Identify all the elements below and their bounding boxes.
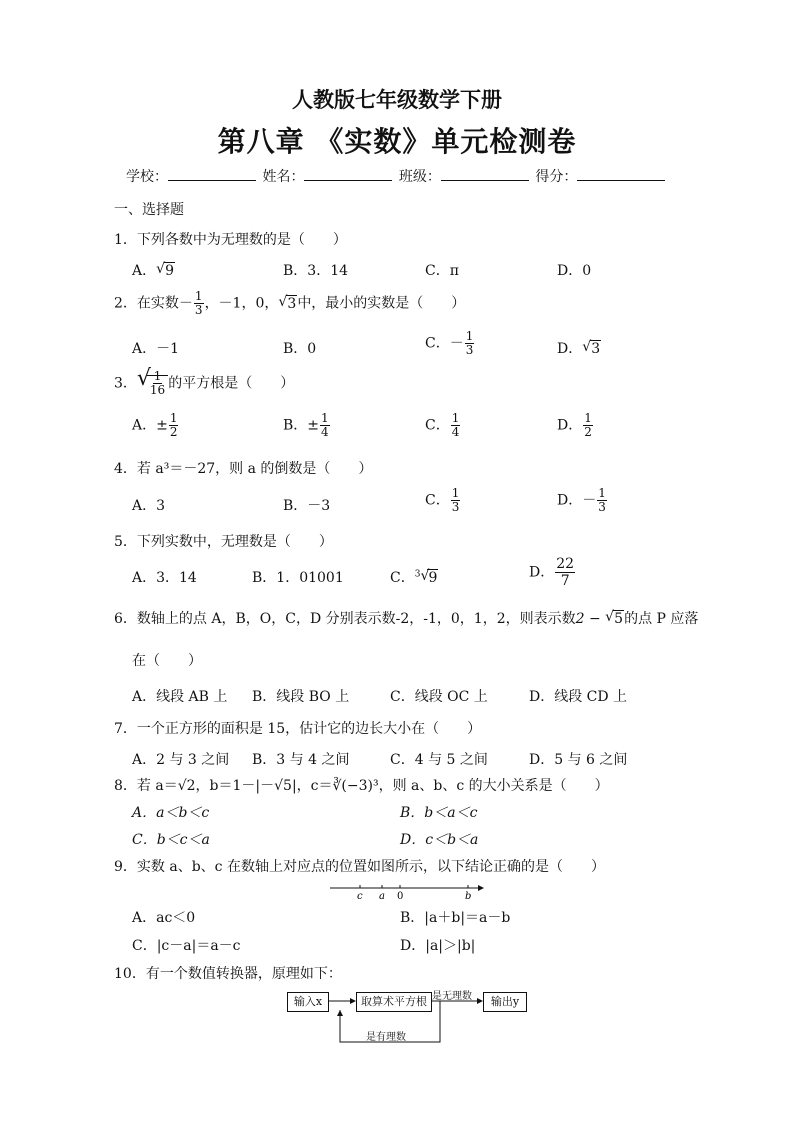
class-blank	[441, 166, 529, 181]
question-5-stem: 5．下列实数中，无理数是（ ）	[114, 534, 333, 550]
question-3-stem: 3． √ $\frac{1}{16}$ 的平方根是（ ）	[114, 366, 295, 397]
q3-option-a: A．± $\frac{1}{2}$	[132, 411, 178, 439]
name-blank	[304, 166, 392, 181]
score-label: 得分：	[535, 169, 578, 185]
axis-label-b: b	[465, 891, 472, 902]
school-label: 学校：	[126, 169, 168, 185]
q9-option-c: C．|c－a|＝a－c	[132, 938, 241, 954]
q5-option-b: B．1．01001	[252, 570, 344, 586]
q1-option-d: D．0	[557, 263, 592, 279]
q4-option-c: C． $\frac{1}{3}$	[425, 486, 460, 514]
question-7-stem: 7．一个正方形的面积是 15，估计它的边长大小在（ ）	[114, 721, 482, 737]
question-8-stem: 8．若 a＝√2，b＝1－|－√5|，c＝∛(−3)³，则 a、b、c 的大小关系是（ ）	[114, 778, 609, 794]
question-4-stem: 4．若 a³＝－27，则 a 的倒数是（ ）	[114, 461, 373, 477]
q4-option-d: D．－ $\frac{1}{3}$	[557, 486, 606, 514]
q6-option-c: C．线段 OC 上	[390, 689, 488, 705]
q9-option-b: B．|a＋b|＝a－b	[400, 910, 511, 926]
input-box: 输入x	[287, 992, 329, 1012]
page-subtitle: 第八章 《实数》单元检测卷	[217, 125, 577, 158]
label-irrational: 是无理数	[432, 991, 472, 1002]
q5-option-a: A．3．14	[132, 570, 197, 586]
q2-option-a: A．－1	[132, 341, 180, 357]
q7-option-a: A．2 与 3 之间	[132, 752, 230, 768]
q6-option-a: A．线段 AB 上	[132, 689, 228, 705]
question-6-stem: 6．数轴上的点 A，B，O，C，D 分别表示数-2，-1，0，1，2，则表示数2 − √ 5的点 P 应落	[114, 609, 699, 627]
question-10-stem: 10．有一个数值转换器，原理如下：	[114, 966, 342, 982]
q9-option-a: A．ac＜0	[132, 910, 196, 926]
q7-option-d: D．5 与 6 之间	[529, 752, 628, 768]
q6-option-b: B．线段 BO 上	[252, 689, 350, 705]
q8-option-d: D．c＜b＜a	[400, 832, 479, 848]
question-2-stem: 2．在实数－ $\frac{1}{3}$ ，－1，0， √ 3中，最小的实数是（ ）	[114, 289, 466, 317]
q9-option-d: D．|a|＞|b|	[400, 938, 476, 954]
q5-option-d: D． $\frac{22}{7}$	[529, 556, 575, 589]
q7-option-b: B．3 与 4 之间	[252, 752, 350, 768]
sqrt-box: 取算术平方根	[356, 992, 432, 1012]
q8-option-a: A．a＜b＜c	[132, 805, 210, 821]
q1-option-a: A． √ 9	[132, 261, 175, 279]
axis-label-c: c	[357, 891, 363, 902]
score-blank	[577, 166, 665, 181]
q1-option-b: B．3．14	[283, 263, 349, 279]
question-9-stem: 9．实数 a、b、c 在数轴上对应点的位置如图所示，以下结论正确的是（ ）	[114, 859, 605, 875]
q2-option-b: B．0	[283, 341, 317, 357]
q8-option-b: B．b＜a＜c	[400, 805, 478, 821]
number-line-figure	[328, 880, 488, 902]
q8-option-c: C．b＜c＜a	[132, 832, 210, 848]
number-line-arrow	[478, 885, 484, 891]
label-rational: 是有理数	[366, 1032, 406, 1043]
q2-option-d: D． √ 3	[557, 339, 601, 357]
section-heading: 一、选择题	[114, 202, 184, 218]
q2-option-c: C．－ $\frac{1}{3}$	[425, 329, 474, 357]
q6-option-d: D．线段 CD 上	[529, 689, 628, 705]
q3-option-c: C． $\frac{1}{4}$	[425, 411, 460, 439]
class-label: 班级：	[398, 169, 441, 185]
q3-option-d: D． $\frac{1}{2}$	[557, 411, 592, 439]
axis-label-0: 0	[397, 891, 404, 902]
question-1-stem: 1．下列各数中为无理数的是（ ）	[114, 232, 347, 248]
school-blank	[168, 166, 256, 181]
output-box: 输出y	[483, 992, 527, 1012]
page-title: 人教版七年级数学下册	[292, 88, 502, 112]
question-6-stem-line2: 在（ ）	[132, 653, 202, 669]
name-label: 姓名：	[262, 169, 305, 185]
q7-option-c: C．4 与 5 之间	[390, 752, 488, 768]
q1-option-c: C．π	[425, 263, 459, 279]
info-fields	[126, 166, 667, 186]
axis-label-a: a	[379, 891, 385, 902]
q5-option-c: C．$^3$ √ 9	[390, 568, 438, 586]
q4-option-b: B．－3	[283, 498, 331, 514]
q3-option-b: B．± $\frac{1}{4}$	[283, 411, 329, 439]
q4-option-a: A．3	[132, 498, 166, 514]
